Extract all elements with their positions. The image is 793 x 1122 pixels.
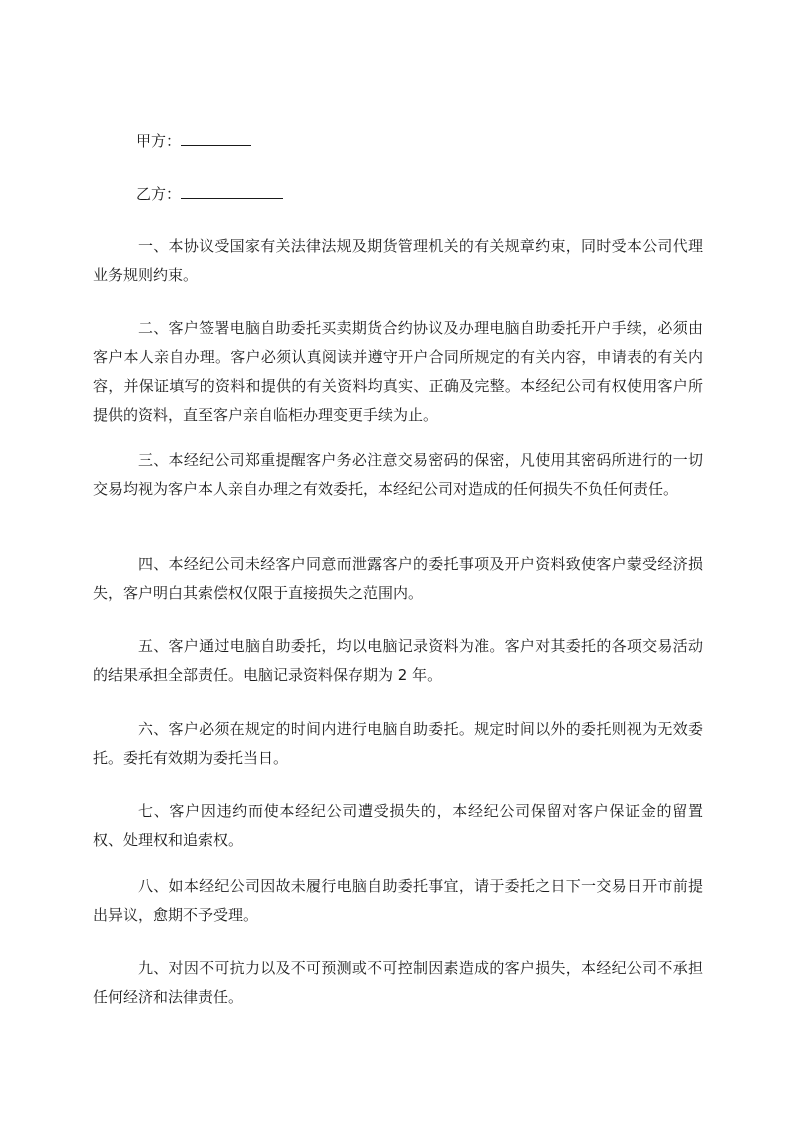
party-a-label: 甲方： [136,132,182,150]
clause-6: 六、客户必须在规定的时间内进行电脑自助委托。规定时间以外的委托则视为无效委托。委托有效期为委托当日。 [93,720,703,767]
clause-2: 二、客户签署电脑自助委托买卖期货合约协议及办理电脑自助委托开户手续，必须由客户本人亲自办理。客户必须认真阅读并遵守开户合同所规定的有关内容，申请表的有关内容，并保证填写的资料和提供的有关资料均真实、正确及完整。本经纪公司有权使用客户所提供的资料，直至客户亲自临柜办理变更手续为止。 [93,319,703,424]
clause-4: 四、本经纪公司未经客户同意而泄露客户的委托事项及开户资料致使客户蒙受经济损失，客户明白其索偿权仅限于直接损失之范围内。 [93,555,703,602]
party-b-blank[interactable] [181,184,283,199]
clause-5: 五、客户通过电脑自助委托，均以电脑记录资料为准。客户对其委托的各项交易活动的结果承担全部责任。电脑记录资料保存期为 2 年。 [93,637,703,684]
clause-8: 八、如本经纪公司因故未履行电脑自助委托事宜，请于委托之日下一交易日开市前提出异议，愈期不予受理。 [93,877,703,924]
party-a-blank[interactable] [181,131,251,146]
clause-3: 三、本经纪公司郑重提醒客户务必注意交易密码的保密，凡使用其密码所进行的一切交易均视为客户本人亲自办理之有效委托，本经纪公司对造成的任何损失不负任何责任。 [93,451,703,498]
party-b-label: 乙方： [136,185,182,203]
clause-1: 一、本协议受国家有关法律法规及期货管理机关的有关规章约束，同时受本公司代理业务规则约束。 [93,237,703,284]
party-b-line [136,184,283,204]
party-a-line [136,131,251,151]
clause-9: 九、对因不可抗力以及不可预测或不可控制因素造成的客户损失，本经纪公司不承担任何经济和法律责任。 [93,959,703,1006]
clause-7: 七、客户因违约而使本经纪公司遭受损失的，本经纪公司保留对客户保证金的留置权、处理权和追索权。 [93,802,703,849]
